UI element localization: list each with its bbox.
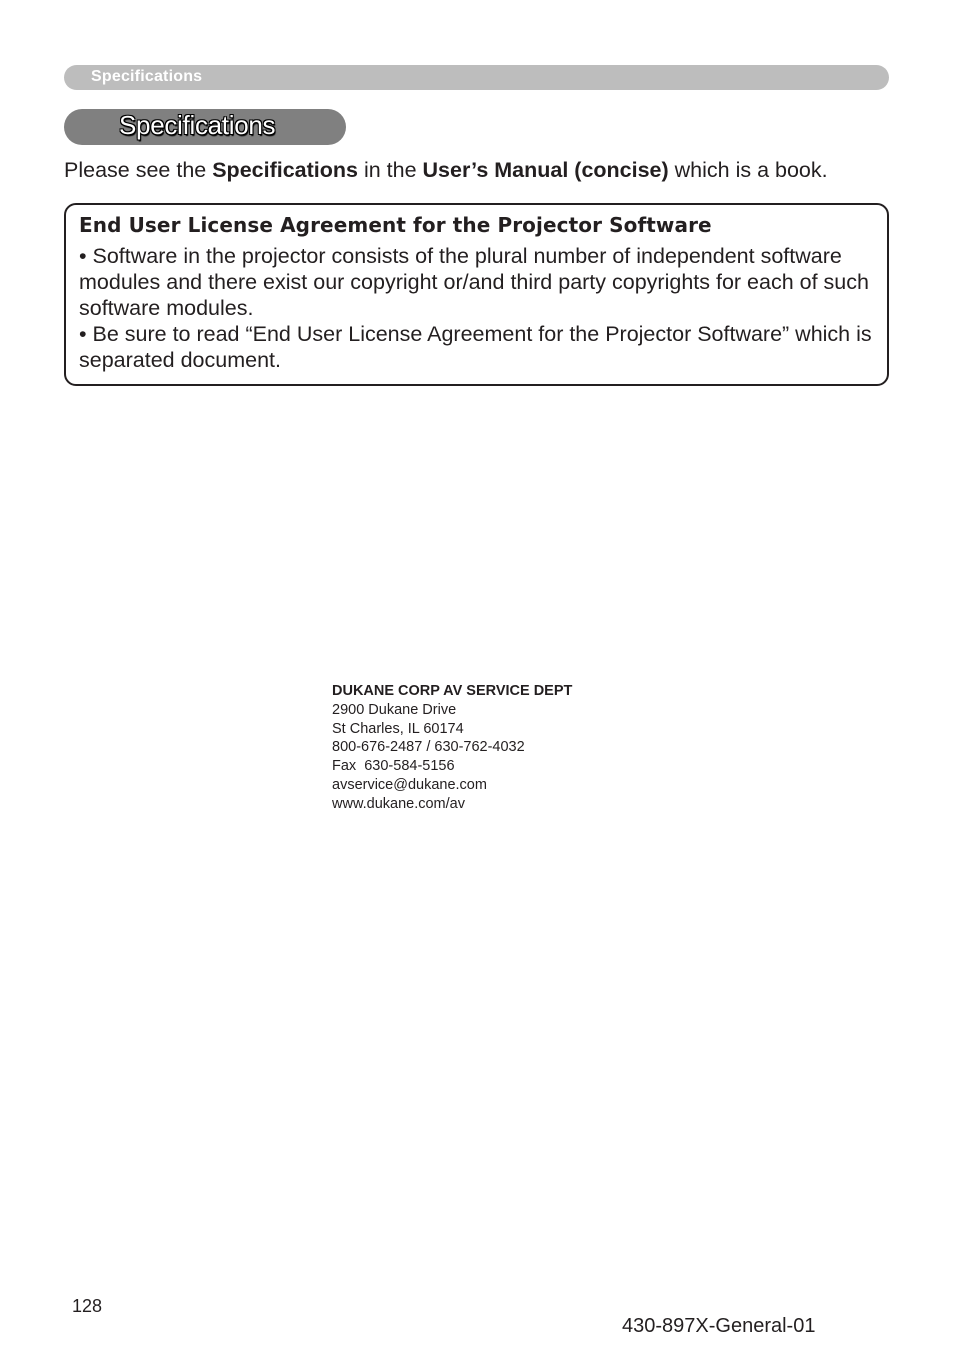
intro-text-3: which is a book. (668, 158, 828, 182)
intro-text-2: in the (357, 158, 423, 182)
document-code: 430-897X-General-01 (622, 1315, 816, 1337)
section-title: Specifications (119, 110, 276, 140)
address-fax: Fax 630-584-5156 (332, 758, 455, 775)
address-email: avservice@dukane.com (332, 776, 487, 793)
address-city: St Charles, IL 60174 (332, 720, 464, 737)
service-address-block (332, 682, 572, 814)
eula-body (79, 243, 879, 373)
eula-notice-box (64, 203, 889, 386)
eula-paragraph: • Software in the projector consists of the plural number of independent software modules and there exist our copyright or/and third party copyrights for each of such software modules. (79, 244, 869, 320)
address-street: 2900 Dukane Drive (332, 701, 457, 718)
section-heading-pill (64, 109, 346, 145)
eula-paragraph: • Be sure to read “End User License Agreement for the Projector Software” which is separated document. (79, 322, 872, 372)
address-company: DUKANE CORP AV SERVICE DEPT (332, 683, 573, 699)
intro-sentence (64, 158, 828, 183)
intro-text-1: Please see the (64, 158, 213, 182)
running-header-title: Specifications (91, 68, 203, 85)
running-header-bar (64, 65, 889, 90)
eula-title: End User License Agreement for the Projector Software (79, 213, 712, 237)
page-number: 128 (72, 1296, 103, 1316)
address-web: www.dukane.com/av (332, 795, 465, 812)
intro-bold-specifications: Specifications (212, 158, 358, 182)
intro-bold-manual: User’s Manual (concise) (422, 158, 669, 182)
address-phone: 800-676-2487 / 630-762-4032 (332, 739, 525, 756)
